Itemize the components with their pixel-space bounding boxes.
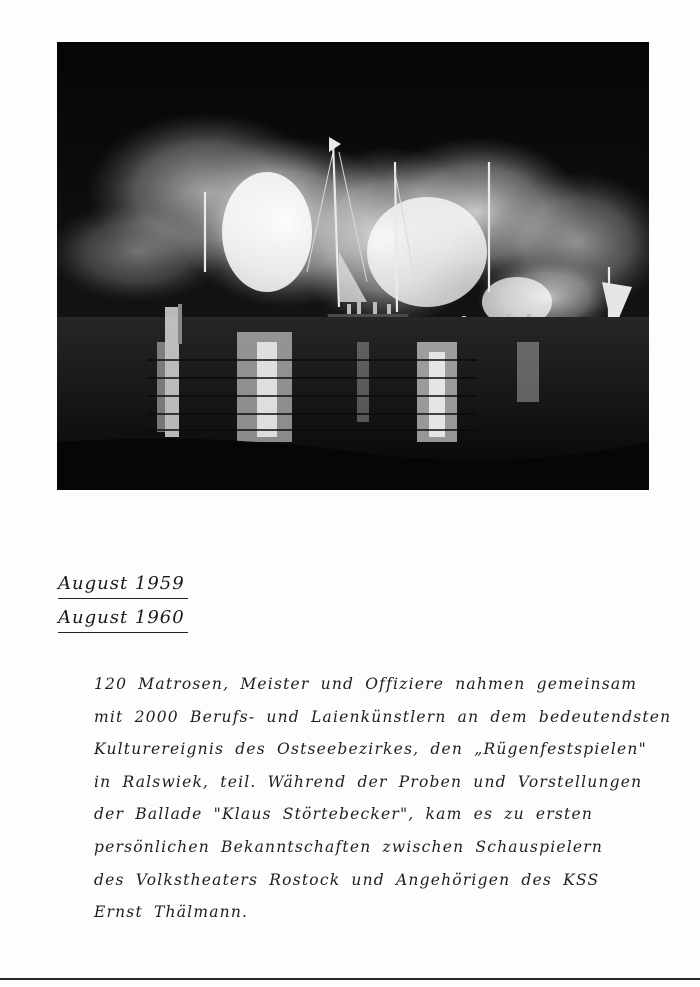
night-sea-battle-photo xyxy=(57,42,649,490)
caption-line: der Ballade "Klaus Störtebecker", kam es zu ersten xyxy=(94,805,594,824)
date-line: August 1960 xyxy=(58,606,188,633)
handwritten-caption xyxy=(94,668,672,929)
caption-line: Kulturereignis des Ostseebezirkes, den „Rügenfestspielen" xyxy=(94,740,647,759)
caption-line: persönlichen Bekanntschaften zwischen Schauspielern xyxy=(94,837,604,856)
page-bottom-border xyxy=(0,978,700,980)
caption-line: Ernst Thälmann. xyxy=(94,903,249,922)
caption-line: mit 2000 Berufs- und Laienkünstlern an dem bedeutendsten xyxy=(94,707,672,726)
photo-illustration xyxy=(57,42,649,490)
date-line: August 1959 xyxy=(58,572,188,599)
caption-line: 120 Matrosen, Meister und Offiziere nahmen gemeinsam xyxy=(94,675,638,693)
caption-line: in Ralswiek, teil. Während der Proben und Vorstellungen xyxy=(94,772,643,791)
date-heading xyxy=(58,572,188,640)
caption-line: des Volkstheaters Rostock und Angehörigen des KSS xyxy=(94,870,600,889)
